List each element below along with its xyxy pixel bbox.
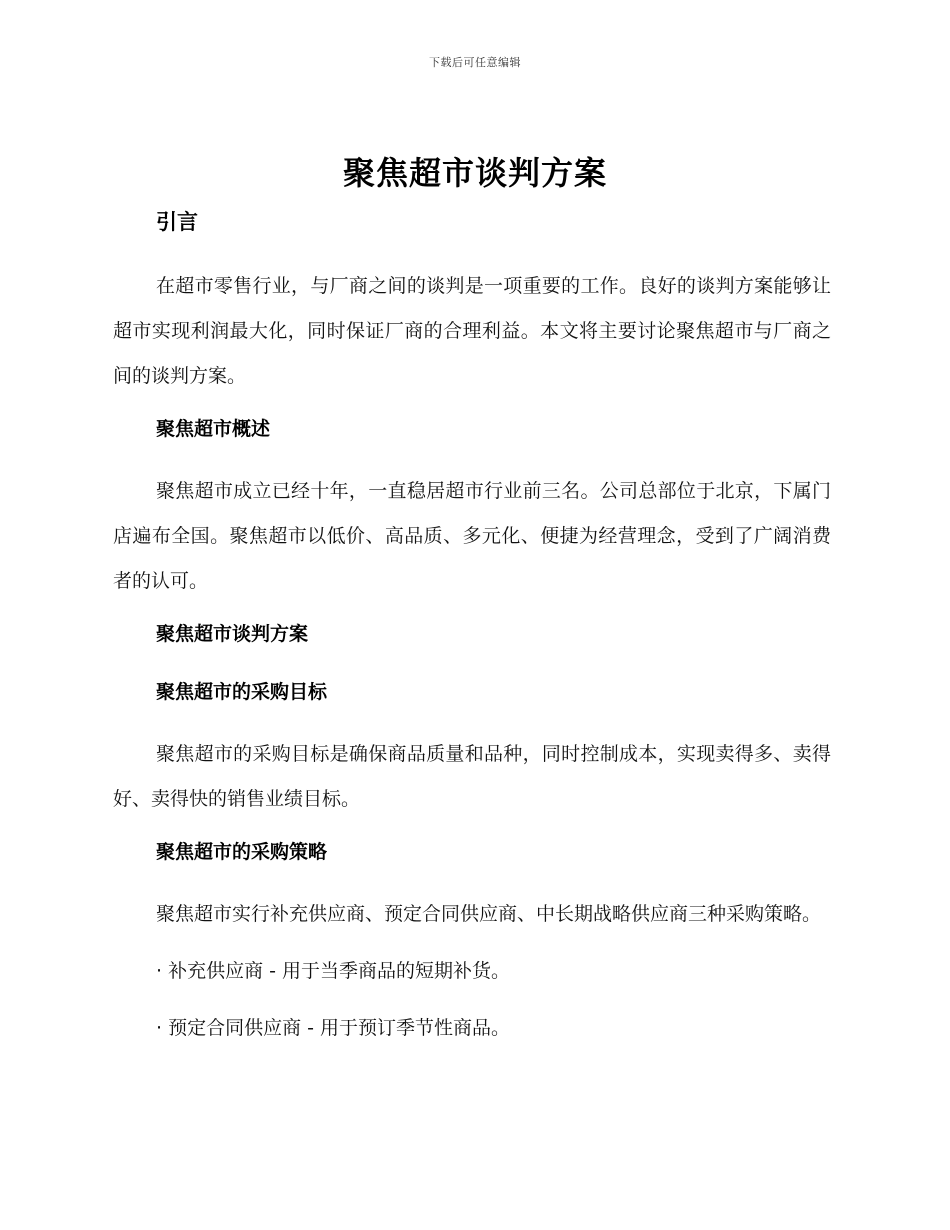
strategy-paragraph: 聚焦超市实行补充供应商、预定合同供应商、中长期战略供应商三种采购策略。 [156,903,822,925]
bullet-item: · 预定合同供应商 - 用于预订季节性商品。 [156,1017,511,1039]
overview-heading: 聚焦超市概述 [156,418,271,440]
intro-paragraph: 在超市零售行业，与厂商之间的谈判是一项重要的工作。良好的谈判方案能够让超市实现利润最大化，同时保证厂商的合理利益。本文将主要讨论聚焦超市与厂商之间的谈判方案。 [113,275,831,387]
strategy-heading: 聚焦超市的采购策略 [156,841,328,863]
document-body [113,202,831,1063]
document-title: 聚焦超市谈判方案 [342,154,607,192]
goal-paragraph: 聚焦超市的采购目标是确保商品质量和品种，同时控制成本，实现卖得多、卖得好、卖得快的销售业绩目标。 [113,743,831,810]
header-note: 下载后可任意编辑 [429,56,521,69]
goal-heading: 聚焦超市的采购目标 [156,681,328,703]
overview-paragraph: 聚焦超市成立已经十年，一直稳居超市行业前三名。公司总部位于北京，下属门店遍布全国。聚焦超市以低价、高品质、多元化、便捷为经营理念，受到了广阔消费者的认可。 [113,480,831,592]
bullet-item: · 补充供应商 - 用于当季商品的短期补货。 [156,960,511,982]
plan-heading: 聚焦超市谈判方案 [156,623,309,645]
intro-heading: 引言 [156,210,198,234]
